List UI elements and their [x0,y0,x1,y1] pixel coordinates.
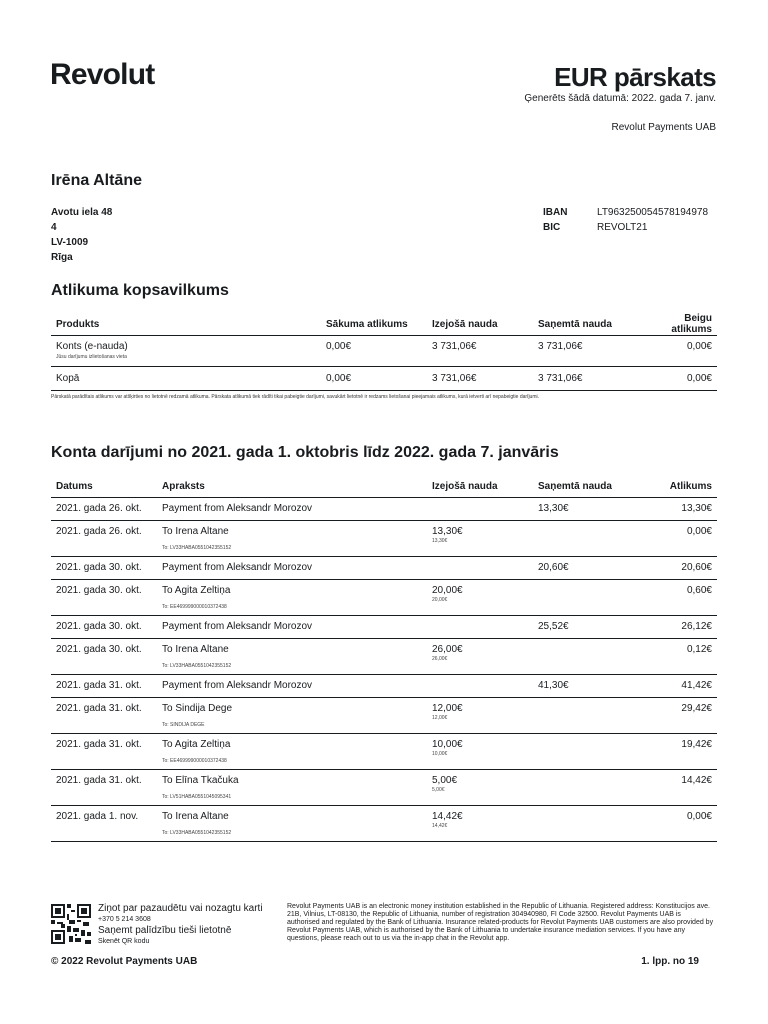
tx-money-out: 13,30€ [432,526,463,537]
copyright: © 2022 Revolut Payments UAB [51,956,198,967]
table-row [51,367,717,391]
table-row [51,734,717,770]
money-out: 3 731,06€ [427,336,533,367]
tx-money-out: 26,00€ [432,644,463,655]
table-row [51,521,717,557]
transactions-title: Konta darījumi no 2021. gada 1. oktobris līdz 2022. gada 7. janvāris [51,444,559,461]
tx-date: 2021. gada 31. okt. [56,739,142,750]
tx-date: 2021. gada 31. okt. [56,680,142,691]
description-cell [157,734,427,770]
tx-description: To Agita Zeltiņa [162,739,231,750]
tx-balance: 20,60€ [681,562,712,573]
col-money-in: Saņemtā nauda [533,313,639,336]
table-row [51,770,717,806]
tx-date: 2021. gada 31. okt. [56,775,142,786]
tx-balance: 0,12€ [686,644,712,655]
table-row [51,806,717,842]
tx-money-out-sub: 12,00€ [432,715,448,721]
legal-text: Revolut Payments UAB is an electronic money institution established in the Republic of Lithuania. Registered address: Konstitucijos ave. 21B, Vilnius, LT-08130, the Republic of Lithuania, number of registration 304940980, FI Code 32500. Revolut Payments UAB is authorised and regulated by the Bank of Lithuania. Insurance related-products for Revolut Payments UAB customers are also provided by Revolut Payments UAB, which is authorised by the Bank of Lithuania to undertake insurance mediation services. If you have any questions, please reach out to us via the in-app chat in the Revolut app. [287,903,714,942]
help-text: Saņemt palīdzību tieši lietotnē [98,925,232,936]
tx-reference: To: SINDIJA DEGE [162,722,205,728]
money-in-cell [533,806,639,842]
balance-note: Pārskatā parādītais atlikums var atšķirties no lietotnē redzamā atlikuma. Pārskata atlikumā tiek rādīti tikai pabeigtie darījumi, savukārt lietotnē ir redzams lietošanai pieejamais atlikums, kurā ietverti arī nepabeigtie darījumi. [51,394,539,400]
statement-title: EUR pārskats [554,62,716,92]
date-cell [51,806,157,842]
scan-qr-text: Skenēt QR kodu [98,938,150,945]
money-out-cell [427,675,533,698]
money-in-cell [533,734,639,770]
balance-cell [639,557,717,580]
col-start-balance: Sākuma atlikums [321,313,427,336]
money-in-cell [533,557,639,580]
tx-balance: 13,30€ [681,503,712,514]
col-end-balance: Beigu atlikums [639,313,717,336]
tx-date: 2021. gada 30. okt. [56,621,142,632]
bic-label: BIC [543,222,561,233]
transactions-table [51,476,717,842]
end-balance: 0,00€ [639,336,717,367]
description-cell [157,639,427,675]
end-balance: 0,00€ [639,367,717,391]
tx-money-out-sub: 5,00€ [432,787,445,793]
tx-money-out: 10,00€ [432,739,463,750]
tx-money-out: 20,00€ [432,585,463,596]
tx-money-out: 12,00€ [432,703,463,714]
customer-name: Irēna Altāne [51,172,142,189]
tx-money-in: 25,52€ [538,621,569,632]
page-number: 1. lpp. no 19 [641,956,699,967]
product-name: Konts (e-nauda) [56,341,128,352]
summary-title: Atlikuma kopsavilkums [51,282,229,299]
tx-date: 2021. gada 26. okt. [56,526,142,537]
col-money-out: Izejošā nauda [427,313,533,336]
description-cell [157,698,427,734]
money-in-cell [533,498,639,521]
money-out-cell [427,498,533,521]
balance-cell [639,675,717,698]
date-cell [51,675,157,698]
tx-description: To Agita Zeltiņa [162,585,231,596]
description-cell [157,521,427,557]
description-cell [157,616,427,639]
tx-balance: 0,00€ [686,811,712,822]
table-row [51,639,717,675]
tx-money-out-sub: 13,30€ [432,538,448,544]
address-line: Avotu iela 48 [51,207,113,218]
tx-date: 2021. gada 30. okt. [56,562,142,573]
date-cell [51,557,157,580]
table-row [51,580,717,616]
date-cell [51,616,157,639]
money-in-cell [533,639,639,675]
address-line: LV-1009 [51,237,89,248]
tx-description: To Elīna Tkačuka [162,775,239,786]
tx-description: Payment from Aleksandr Morozov [162,503,313,514]
tx-reference: To: EE469999000010372438 [162,604,227,610]
tx-description: To Irena Altane [162,644,229,655]
date-cell [51,580,157,616]
generated-date: Ģenerēts šādā datumā: 2022. gada 7. janv. [524,93,716,104]
description-cell [157,580,427,616]
table-row [51,616,717,639]
money-in-cell [533,675,639,698]
product-subtitle: Jūsu darījumu izlietošanas vieta [56,354,127,360]
money-in: 3 731,06€ [533,336,639,367]
address-line: Rīga [51,252,73,263]
tx-date: 2021. gada 26. okt. [56,503,142,514]
company-name: Revolut Payments UAB [611,122,716,133]
col-date: Datums [51,476,157,498]
table-row [51,557,717,580]
col-balance: Atlikums [639,476,717,498]
tx-balance: 19,42€ [681,739,712,750]
tx-money-out: 5,00€ [432,775,458,786]
description-cell [157,675,427,698]
balance-cell [639,639,717,675]
balance-cell [639,770,717,806]
tx-description: Payment from Aleksandr Morozov [162,680,313,691]
money-out-cell [427,639,533,675]
tx-money-in: 13,30€ [538,503,569,514]
tx-balance: 0,60€ [686,585,712,596]
qr-code [51,904,91,944]
money-out: 3 731,06€ [427,367,533,391]
date-cell [51,770,157,806]
lost-card-text: Ziņot par pazaudētu vai nozagtu karti [98,903,263,914]
tx-balance: 41,42€ [681,680,712,691]
iban-value: LT963250054578194978 [597,207,709,218]
revolut-logo: Revolut [50,58,155,91]
table-row [51,698,717,734]
tx-date: 2021. gada 31. okt. [56,703,142,714]
tx-money-in: 20,60€ [538,562,569,573]
bank-details [543,205,708,235]
balance-summary-table [51,313,717,391]
tx-description: Payment from Aleksandr Morozov [162,621,313,632]
tx-money-out-sub: 26,00€ [432,656,448,662]
table-row [51,498,717,521]
money-out-cell [427,580,533,616]
balance-cell [639,806,717,842]
tx-description: To Sindija Dege [162,703,233,714]
tx-date: 2021. gada 30. okt. [56,644,142,655]
table-row [51,675,717,698]
col-product: Produkts [51,313,321,336]
tx-description: To Irena Altane [162,811,229,822]
phone-number: +370 5 214 3608 [98,916,151,923]
description-cell [157,498,427,521]
start-balance: 0,00€ [321,367,427,391]
balance-cell [639,616,717,639]
col-money-out: Izejošā nauda [427,476,533,498]
tx-description: To Irena Altane [162,526,229,537]
date-cell [51,639,157,675]
date-cell [51,498,157,521]
description-cell [157,557,427,580]
date-cell [51,698,157,734]
tx-money-out-sub: 20,00€ [432,597,448,603]
money-out-cell [427,698,533,734]
tx-balance: 29,42€ [681,703,712,714]
tx-money-out-sub: 14,42€ [432,823,448,829]
money-out-cell [427,770,533,806]
date-cell [51,521,157,557]
tx-balance: 14,42€ [681,775,712,786]
customer-address [51,205,112,265]
money-in-cell [533,521,639,557]
balance-cell [639,580,717,616]
money-out-cell [427,806,533,842]
tx-reference: To: EE469999000010372438 [162,758,227,764]
col-description: Apraksts [157,476,427,498]
money-out-cell [427,521,533,557]
money-in-cell [533,698,639,734]
table-row [51,336,717,367]
money-in: 3 731,06€ [533,367,639,391]
money-in-cell [533,616,639,639]
tx-date: 2021. gada 30. okt. [56,585,142,596]
description-cell [157,806,427,842]
support-info [98,903,263,947]
tx-description: Payment from Aleksandr Morozov [162,562,313,573]
tx-reference: To: LV33HABA0551042355152 [162,545,232,551]
product-cell [51,336,321,367]
date-cell [51,734,157,770]
balance-cell [639,498,717,521]
money-out-cell [427,557,533,580]
description-cell [157,770,427,806]
tx-reference: To: LV33HABA0551042355152 [162,663,232,669]
col-money-in: Saņemtā nauda [533,476,639,498]
product-name: Kopā [51,367,321,391]
bic-value: REVOLT21 [597,222,648,233]
tx-money-out-sub: 10,00€ [432,751,448,757]
tx-balance: 0,00€ [686,526,712,537]
money-in-cell [533,580,639,616]
iban-label: IBAN [543,207,568,218]
tx-money-in: 41,30€ [538,680,569,691]
tx-reference: To: LV33HABA0551042355152 [162,830,232,836]
start-balance: 0,00€ [321,336,427,367]
tx-reference: To: LV51HABA0551045095341 [162,794,232,800]
tx-balance: 26,12€ [681,621,712,632]
money-out-cell [427,616,533,639]
balance-cell [639,698,717,734]
balance-cell [639,521,717,557]
address-line: 4 [51,222,57,233]
money-in-cell [533,770,639,806]
tx-date: 2021. gada 1. nov. [56,811,139,822]
balance-cell [639,734,717,770]
tx-money-out: 14,42€ [432,811,463,822]
money-out-cell [427,734,533,770]
